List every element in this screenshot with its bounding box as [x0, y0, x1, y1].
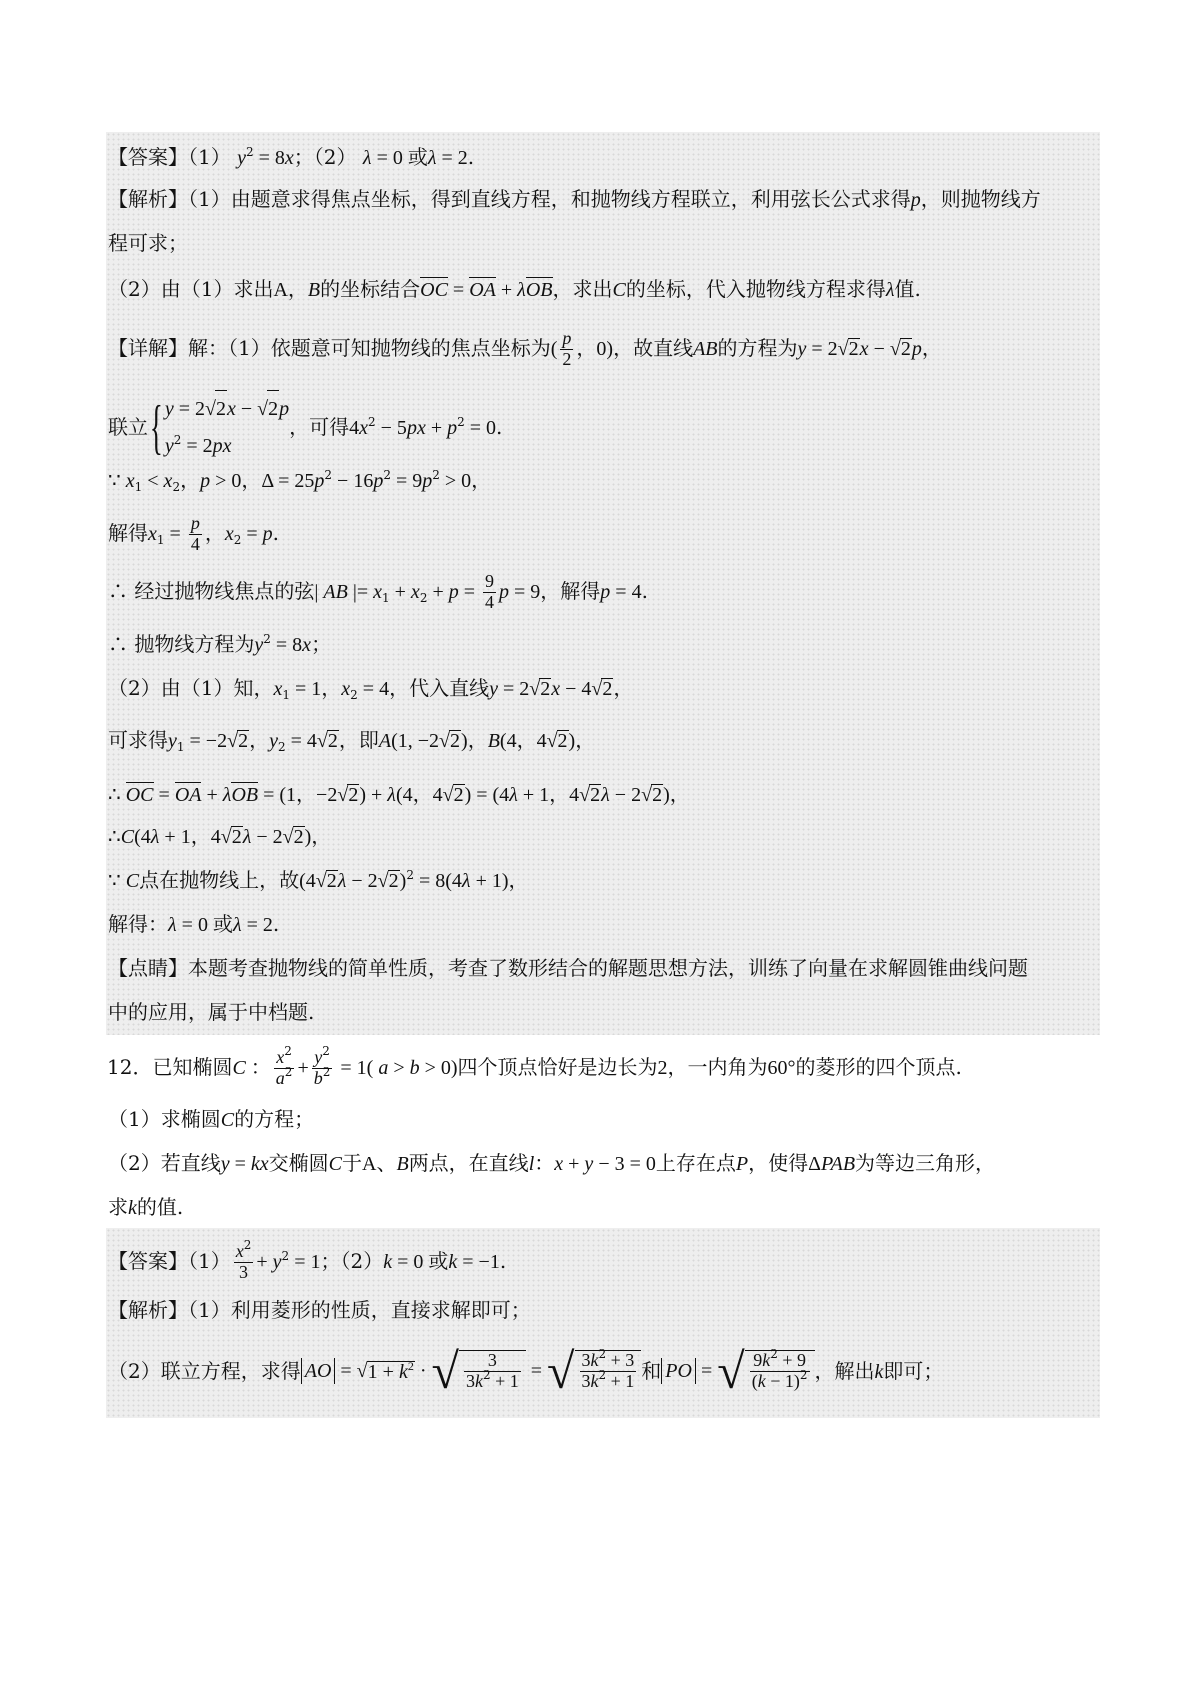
comment-line-1: 【点睛】本题考查抛物线的简单性质，考查了数形结合的解题思想方法，训练了向量在求解圆锥曲线问题 [108, 956, 1028, 980]
part2-line-2: 可求得$y_1 = -2√2$，$y_2 = 4√2$，即A(1, −2√2)，B(4，4√2)， [108, 728, 596, 754]
vector-line: ∴ OC = OA + λOB = (1，−2√2) + λ(4，4√2) = (4λ + 1，4√2λ − 2√2)， [108, 782, 690, 806]
comment-line-2: 中的应用，属于中档题. [108, 1000, 315, 1024]
point-c-line: ∴C(4λ + 1，4√2λ − 2√2)， [108, 824, 332, 848]
analysis-line-1: 【解析】（1）由题意求得焦点坐标，得到直线方程，和抛物线方程联立，利用弦长公式求得p，则抛物线方 [108, 187, 1041, 211]
answer-12-line: 【答案】（1） $\frac{x^2}{3}$ + $y^2 = 1$；（2）k = 0 或k = −1. [108, 1238, 507, 1282]
analysis-12-line-1: 【解析】（1）利用菱形的性质，直接求解即可； [108, 1298, 531, 1322]
answer-line: 【答案】（1） $y^2 = 8x$；（2） λ = 0 或λ = 2. [108, 145, 475, 169]
system-line: 联立{ y = 2√2x − √2p $y^2 = 2px$ ，可得$4x^2 - 5px + p^2 = 0$. [108, 390, 502, 464]
c-on-parabola-line: ∵ C点在抛物线上，故$(4√2\lambda - 2√2)^2 = 8(4\lambda + 1)$， [108, 868, 529, 892]
problem-12-stem: 12．已知椭圆C ： $\frac{x^2}{a^2}$ + $\frac{y^2}{b^2}$ = 1( a > b > 0)四个顶点恰好是边长为2，一内角为60°的菱形的四个顶点. [107, 1044, 962, 1088]
analysis-line-2: 程可求； [108, 231, 188, 255]
roots-line: 解得$x_1$ = $\frac{p}{4}$ ，$x_2 = p$. [108, 513, 279, 554]
final-line: 解得：λ = 0 或λ = 2. [108, 912, 280, 936]
analysis-12-line-2: （2）联立方程，求得 AO = $√1 + k^2$ · √ $\frac{3}{3k^2 + 1}$ = √ $\frac{3k^2 + 3}{3k^2 + 1}$ 和 PO = √ $\frac{9k^2 + 9}{(k - 1)^2}$ ，解出k即可； [108, 1343, 944, 1399]
parabola-line: ∴ 抛物线方程为$y^2 = 8x$； [108, 632, 332, 656]
problem-12-q2-line-1: （2）若直线y = kx交椭圆C于A、B两点，在直线l：x + y − 3 = 0上存在点P，使得ΔPAB为等边三角形， [108, 1151, 996, 1175]
analysis-line-3: （2）由（1）求出A，B的坐标结合OC = OA + λOB，求出C的坐标，代入抛物线方程求得λ值. [108, 277, 921, 301]
detail-line-1: 【详解】解：（1）依题意可知抛物线的焦点坐标为( $\frac{p}{2}$ ，0)，故直线AB的方程为y = 2√2x − √2p， [108, 328, 942, 369]
chord-line: ∴ 经过抛物线焦点的弦| AB |= $x_1 + x_2 + p$ = $\frac{9}{4}$ p = 9，解得p = 4. [108, 571, 648, 612]
part2-line-1: （2）由（1）知，$x_1 = 1$，$x_2 = 4$，代入直线y = 2√2x − 4√2， [108, 676, 634, 702]
problem-12-q2-line-2: 求k的值. [108, 1195, 184, 1219]
problem-12-q1: （1）求椭圆C的方程； [108, 1107, 315, 1131]
discriminant-line: ∵ $x_1 < x_2$，p > 0，$\Delta = 25p^2 - 16p^2 = 9p^2 > 0$， [108, 468, 492, 494]
